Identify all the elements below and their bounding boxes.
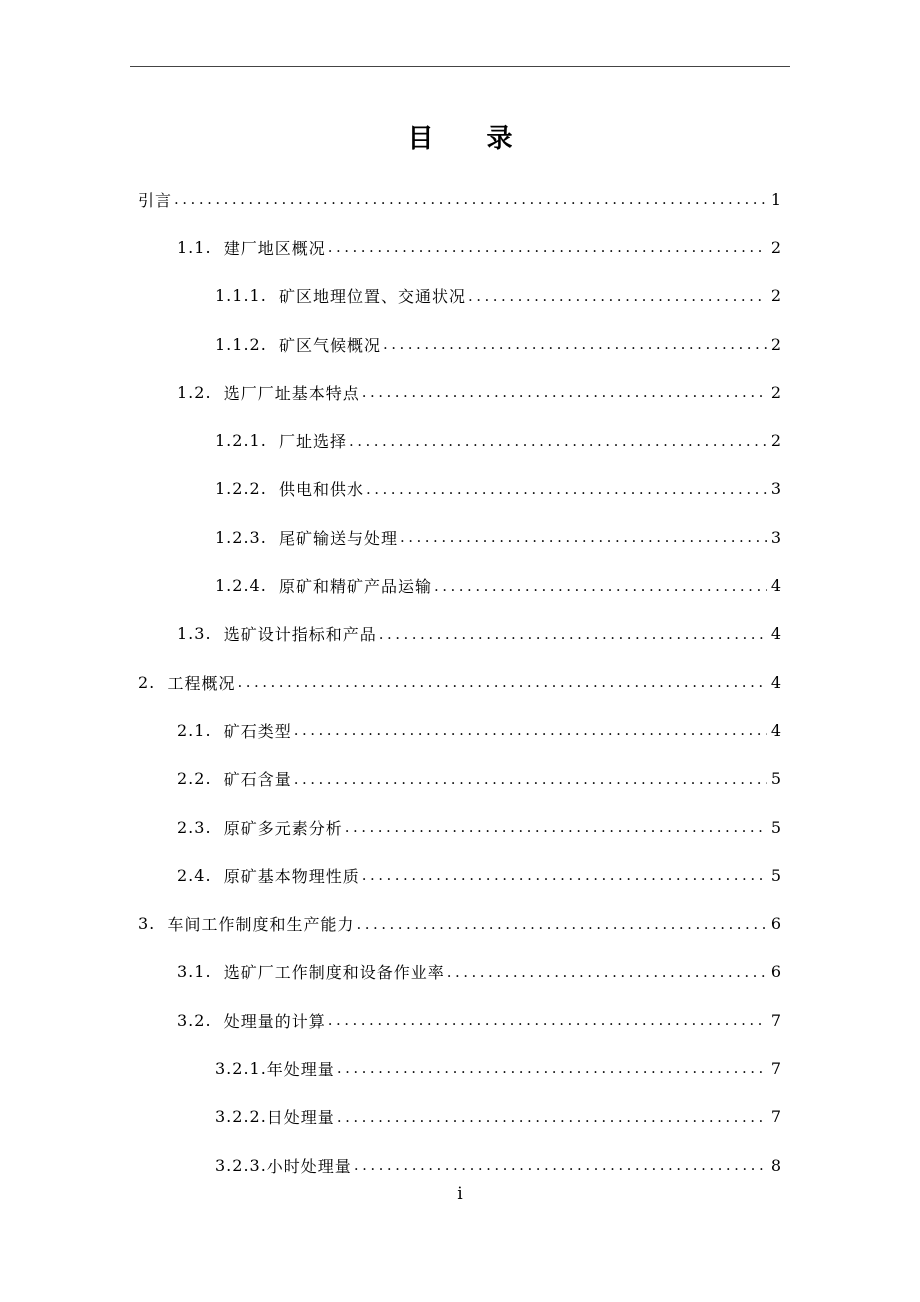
toc-entry-number: 3.2.1.	[215, 1058, 267, 1078]
toc-entry-number: 2.4.	[177, 865, 224, 885]
toc-entry-page: 5	[770, 769, 781, 789]
toc-leader-dots	[354, 1156, 767, 1174]
toc-title: 目 录	[407, 124, 535, 154]
toc-entry-number: 1.2.3.	[215, 527, 279, 547]
toc-leader-dots	[383, 335, 767, 353]
toc-entry-number: 1.1.2.	[215, 334, 279, 354]
toc-entry-label: 矿区气候概况	[278, 335, 381, 355]
toc-entry[interactable]	[0, 899, 920, 947]
toc-entry-page: 3	[770, 479, 781, 499]
toc-entry[interactable]	[0, 851, 920, 899]
toc-entry-label: 工程概况	[167, 673, 236, 693]
toc-entry-number: 3.2.	[177, 1010, 224, 1030]
toc-entry-number: 3.	[138, 914, 168, 934]
toc-leader-dots	[349, 432, 767, 450]
toc-entry-label: 原矿多元素分析	[223, 818, 343, 838]
toc-entry-page: 2	[770, 334, 781, 354]
toc-entry-label: 矿区地理位置、交通状况	[278, 287, 466, 307]
toc-entry[interactable]	[0, 610, 920, 658]
toc-entry-page: 2	[770, 382, 781, 402]
toc-entry-page: 8	[770, 1155, 781, 1175]
toc-entry-label: 年处理量	[266, 1059, 335, 1079]
header-rule	[130, 66, 790, 67]
toc-leader-dots	[294, 770, 767, 788]
toc-leader-dots	[337, 1108, 767, 1126]
toc-entry[interactable]	[0, 996, 920, 1044]
toc-entry-page: 1	[770, 189, 781, 209]
toc-entry[interactable]	[0, 1141, 920, 1189]
toc-entry-number: 3.1.	[177, 962, 224, 982]
toc-leader-dots	[356, 915, 767, 933]
toc-entry-page: 4	[770, 672, 781, 692]
toc-entry-number: 3.2.2.	[215, 1107, 267, 1127]
toc-entry[interactable]	[0, 320, 920, 368]
toc-entry-number: 1.2.2.	[215, 479, 279, 499]
toc-entry-page: 2	[770, 286, 781, 306]
toc-entry-page: 7	[770, 1058, 781, 1078]
toc-entry[interactable]	[0, 1093, 920, 1141]
toc-entry-page: 2	[770, 431, 781, 451]
toc-entry[interactable]	[0, 465, 920, 513]
toc-entry-page: 4	[770, 624, 781, 644]
toc-entry-label: 选厂厂址基本特点	[223, 383, 360, 403]
toc-entry[interactable]	[0, 948, 920, 996]
toc-entry-label: 建厂地区概况	[223, 238, 326, 258]
toc-entry-label: 选矿设计指标和产品	[223, 625, 377, 645]
toc-leader-dots	[400, 528, 767, 546]
toc-entry[interactable]	[0, 706, 920, 754]
toc-entry-number: 1.2.	[177, 382, 224, 402]
toc-entry-label: 矿石含量	[223, 770, 292, 790]
toc-leader-dots	[294, 721, 767, 739]
toc-entry-label: 选矿厂工作制度和设备作业率	[223, 963, 445, 983]
toc-entry[interactable]	[0, 658, 920, 706]
toc-entry-label: 尾矿输送与处理	[278, 528, 398, 548]
toc-entry-label: 供电和供水	[278, 480, 364, 500]
toc-leader-dots	[237, 673, 767, 691]
toc-entry-number: 2.3.	[177, 817, 224, 837]
toc-entry-page: 6	[770, 962, 781, 982]
toc-leader-dots	[337, 1059, 767, 1077]
toc-entry-number: 1.1.	[177, 237, 224, 257]
table-of-contents	[0, 175, 920, 1189]
toc-leader-dots	[434, 577, 767, 595]
toc-leader-dots	[174, 190, 767, 208]
toc-entry-number: 1.1.1.	[215, 286, 279, 306]
toc-entry-label: 引言	[138, 190, 173, 210]
toc-leader-dots	[468, 287, 767, 305]
toc-entry[interactable]	[0, 175, 920, 223]
toc-entry-label: 原矿和精矿产品运输	[278, 577, 432, 597]
toc-leader-dots	[379, 625, 767, 643]
toc-entry[interactable]	[0, 416, 920, 464]
toc-entry-label: 小时处理量	[266, 1156, 352, 1176]
toc-entry-number: 2.2.	[177, 769, 224, 789]
toc-entry-page: 4	[770, 576, 781, 596]
toc-entry[interactable]	[0, 368, 920, 416]
toc-entry-number: 1.2.1.	[215, 431, 279, 451]
toc-entry[interactable]	[0, 272, 920, 320]
toc-entry[interactable]	[0, 561, 920, 609]
toc-entry-page: 4	[770, 720, 781, 740]
toc-entry-number: 2.	[138, 672, 168, 692]
toc-entry[interactable]	[0, 513, 920, 561]
toc-entry-label: 原矿基本物理性质	[223, 866, 360, 886]
toc-entry-number: 1.2.4.	[215, 576, 279, 596]
toc-leader-dots	[328, 1011, 767, 1029]
toc-entry-label: 厂址选择	[278, 432, 347, 452]
toc-leader-dots	[328, 238, 767, 256]
toc-entry-page: 7	[770, 1010, 781, 1030]
toc-entry-page: 6	[770, 914, 781, 934]
toc-entry[interactable]	[0, 1044, 920, 1092]
toc-leader-dots	[345, 818, 767, 836]
toc-entry-page: 5	[770, 865, 781, 885]
toc-entry-label: 矿石类型	[223, 721, 292, 741]
toc-entry[interactable]	[0, 803, 920, 851]
toc-leader-dots	[362, 866, 767, 884]
toc-entry-label: 处理量的计算	[223, 1011, 326, 1031]
toc-entry-number: 2.1.	[177, 720, 224, 740]
toc-entry[interactable]	[0, 755, 920, 803]
toc-leader-dots	[362, 383, 767, 401]
page-number: i	[457, 1184, 463, 1204]
toc-entry-label: 车间工作制度和生产能力	[167, 915, 355, 935]
toc-entry-label: 日处理量	[266, 1108, 335, 1128]
toc-entry-number: 3.2.3.	[215, 1155, 267, 1175]
toc-entry-page: 7	[770, 1107, 781, 1127]
toc-entry-number: 1.3.	[177, 624, 224, 644]
toc-entry-page: 5	[770, 817, 781, 837]
toc-entry[interactable]	[0, 223, 920, 271]
toc-leader-dots	[366, 480, 767, 498]
toc-entry-page: 2	[770, 237, 781, 257]
toc-entry-page: 3	[770, 527, 781, 547]
toc-leader-dots	[447, 963, 767, 981]
